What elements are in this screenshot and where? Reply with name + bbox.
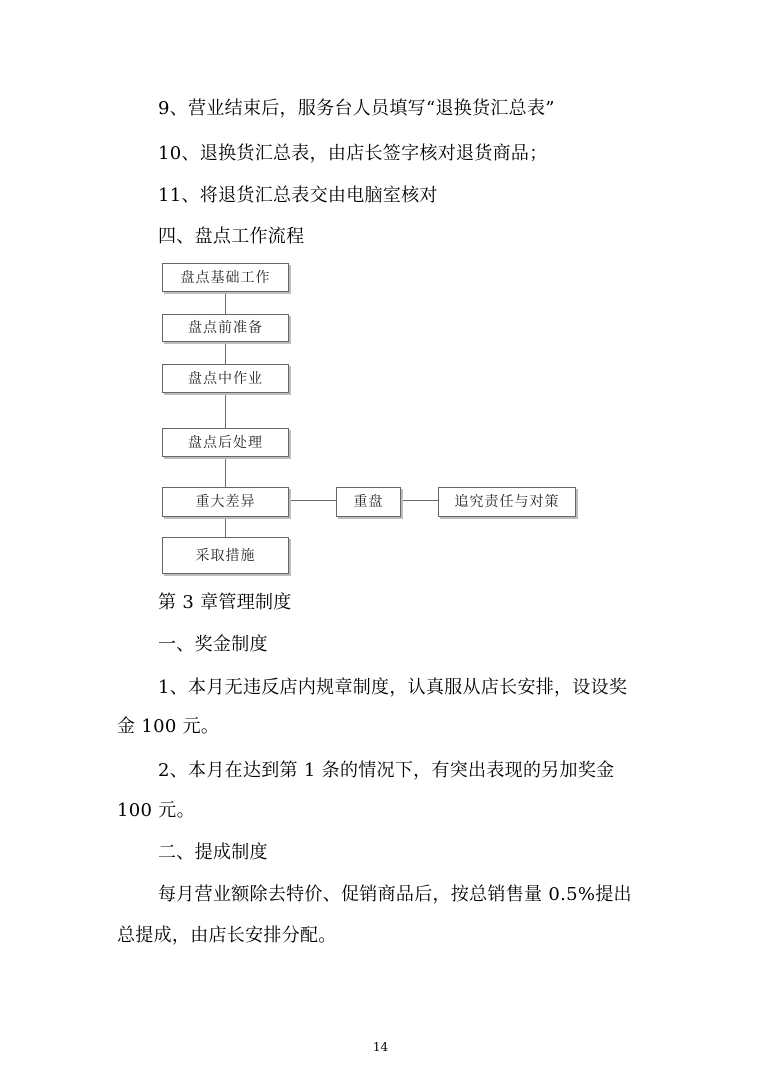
chapter-title: 第 3 章管理制度 — [158, 592, 292, 613]
text-line-item-10: 10、退换货汇总表，由店长签字核对退货商品； — [158, 143, 548, 164]
flow-step-during-inventory: 盘点中作业 — [162, 364, 289, 393]
section-heading-inventory-flow: 四、盘点工作流程 — [158, 226, 305, 247]
flow-connector — [225, 392, 226, 429]
flow-connector — [225, 291, 226, 315]
section-heading-commission: 二、提成制度 — [158, 842, 268, 863]
flow-step-recount: 重盘 — [336, 487, 401, 517]
flow-connector — [225, 341, 226, 365]
page-number: 14 — [372, 1040, 389, 1054]
text-line-item-11: 11、将退货汇总表交由电脑室核对 — [158, 185, 438, 206]
flow-step-major-discrepancy: 重大差异 — [162, 487, 289, 517]
bonus-item-1-line-1: 1、本月无违反店内规章制度，认真服从店长安排，设设奖 — [158, 677, 628, 698]
section-heading-bonus: 一、奖金制度 — [158, 634, 268, 655]
flow-step-inventory-basics: 盘点基础工作 — [162, 263, 289, 292]
flow-connector — [225, 516, 226, 538]
commission-para-line-1: 每月营业额除去特价、促销商品后，按总销售量 0.5%提出 — [158, 884, 632, 905]
commission-para-line-2: 总提成，由店长安排分配。 — [117, 925, 337, 946]
bonus-item-2-line-2: 100 元。 — [117, 800, 195, 821]
bonus-item-1-line-2: 金 100 元。 — [117, 716, 220, 737]
flow-connector — [288, 500, 336, 501]
flow-connector — [400, 500, 438, 501]
bonus-item-2-line-1: 2、本月在达到第 1 条的情况下，有突出表现的另加奖金 — [158, 760, 615, 781]
flow-connector — [225, 456, 226, 488]
flow-step-take-measures: 采取措施 — [162, 537, 289, 574]
text-line-item-9: 9、营业结束后，服务台人员填写“退换货汇总表” — [158, 98, 555, 119]
flow-step-post-inventory: 盘点后处理 — [162, 428, 289, 457]
flow-step-pre-inventory: 盘点前准备 — [162, 314, 289, 342]
flow-step-accountability: 追究责任与对策 — [438, 487, 576, 517]
